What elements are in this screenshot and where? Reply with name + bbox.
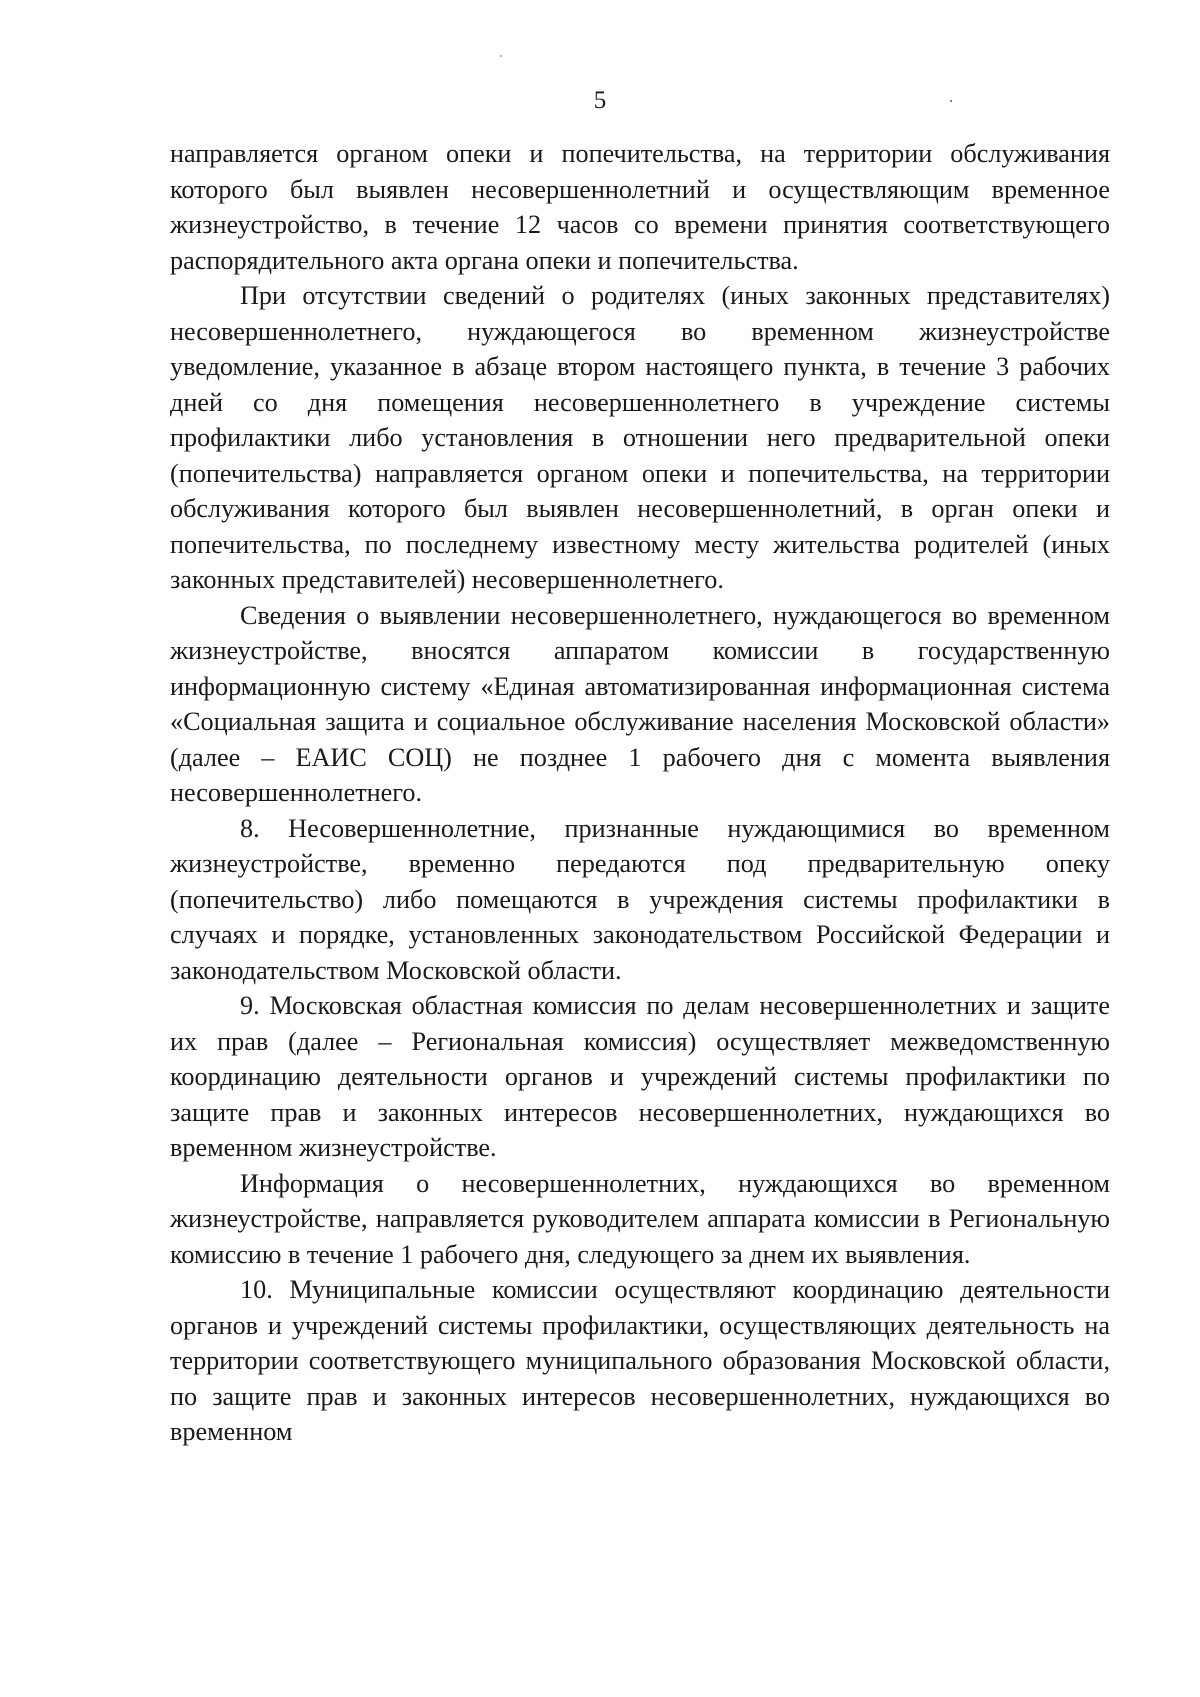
paragraph-no-parent-info: При отсутствии сведений о родителях (иных законных представителях) несовершеннолетнего, нуждающегося во временном жизнеустройстве уведомление, указанное в абзаце втором настоящего пункта, в течение 3 рабочих дней со дня помещения несовершеннолетнего в учреждение системы профилактики либо установления в отношении него предварительной опеки (попечительства) направляется органом опеки и попечительства, на территории обслуживания которого был выявлен несовершеннолетний, в орган опеки и попечительства, по последнему известному месту жительства родителей (иных законных представителей) несовершеннолетнего. <box>170 281 1110 594</box>
paragraph-item-9: 9. Московская областная комиссия по делам несовершеннолетних и защите их прав (далее – Региональная комиссия) осуществляет межведомственную координацию деятельности органов и учреждений системы профилактики по защите прав и законных интересов несовершеннолетних, нуждающихся во временном жизнеустройстве. <box>170 991 1110 1162</box>
paragraph-item-10: 10. Муниципальные комиссии осуществляют координацию деятельности органов и учреждений системы профилактики, осуществляющих деятельность на территории соответствующего муниципального образования Московской области, по защите прав и законных интересов несовершеннолетних, нуждающихся во временном <box>170 1275 1110 1446</box>
scan-speck <box>950 100 952 102</box>
paragraph-item-8: 8. Несовершеннолетние, признанные нуждающимися во временном жизнеустройстве, временно передаются под предварительную опеку (попечительство) либо помещаются в учреждения системы профилактики в случаях и порядке, установленных законодательством Российской Федерации и законодательством Московской области. <box>170 813 1110 985</box>
paragraph-regional-info: Информация о несовершеннолетних, нуждающихся во временном жизнеустройстве, направляется руководителем аппарата комиссии в Региональную комиссию в течение 1 рабочего дня, следующего за днем их выявления. <box>170 1168 1110 1269</box>
scan-speck <box>500 55 502 57</box>
page-number: 5 <box>593 87 607 114</box>
document-body <box>170 136 1110 1450</box>
paragraph-eais-soc: Сведения о выявлении несовершеннолетнего, нуждающегося во временном жизнеустройстве, вносятся аппаратом комиссии в государственную информационную систему «Единая автоматизированная информационная система «Социальная защита и социальное обслуживание населения Московской области» (далее – ЕАИС СОЦ) не позднее 1 рабочего дня с момента выявления несовершеннолетнего. <box>170 600 1110 807</box>
paragraph-continuation: направляется органом опеки и попечительства, на территории обслуживания которого был выявлен несовершеннолетний и осуществляющим временное жизнеустройство, в течение 12 часов со времени принятия соответствующего распорядительного акта органа опеки и попечительства. <box>170 139 1110 275</box>
